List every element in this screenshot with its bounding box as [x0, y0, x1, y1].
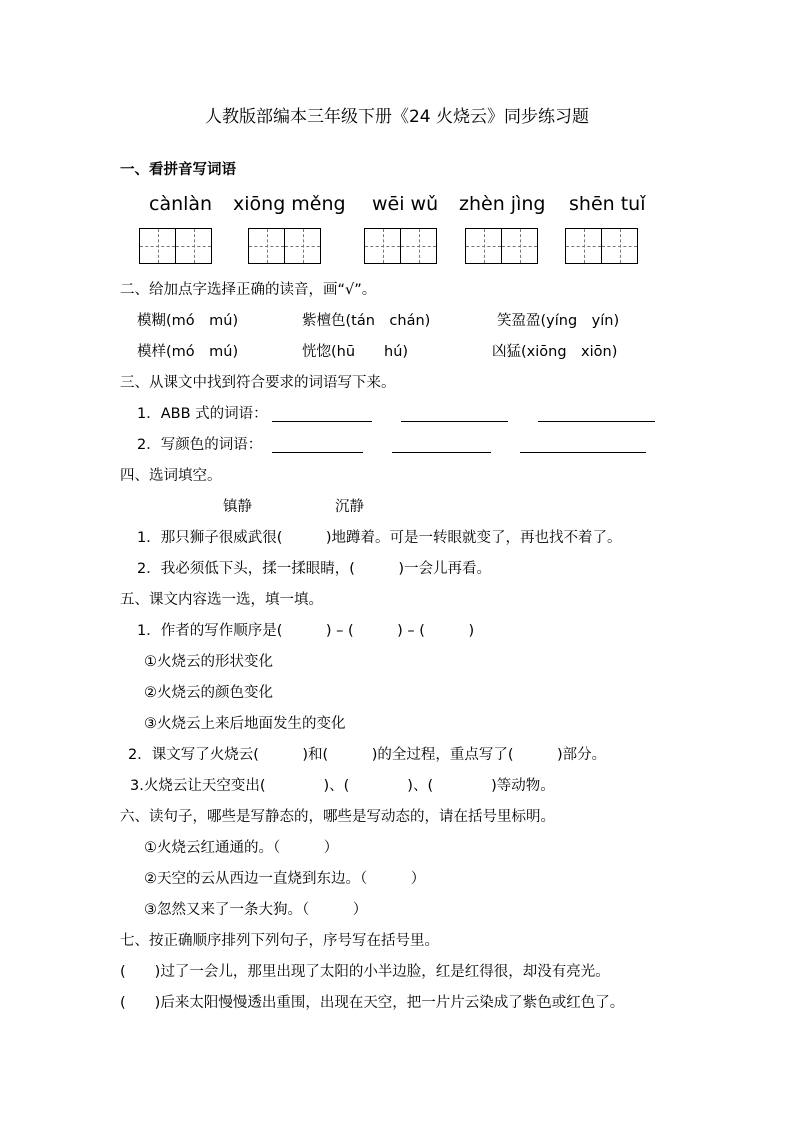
color-answer-blank-3[interactable]: [520, 452, 646, 453]
pinyin-2: xiōng měng: [233, 193, 346, 215]
color-answer-blank-1[interactable]: [272, 452, 363, 453]
color-words-label: 2．写颜色的词语：: [137, 437, 263, 453]
word-choice-2: 沉静: [335, 499, 364, 515]
order-option-2: ②火烧云的颜色变化: [144, 685, 273, 701]
reading-item-5: 恍惚(hū hú): [302, 344, 409, 360]
reading-item-3: 笑盈盈(yíng yín): [497, 313, 620, 329]
writing-grid-2[interactable]: [248, 228, 321, 264]
reading-item-1: 模糊(mó mú): [137, 313, 239, 329]
word-choice-1: 镇静: [223, 499, 252, 515]
abb-words-label: 1．ABB 式的词语：: [137, 406, 268, 422]
reading-item-2: 紫檀色(tán chán): [302, 313, 431, 329]
section-6-heading: 六、读句子，哪些是写静态的，哪些是写动态的，请在括号里标明。: [120, 809, 555, 825]
abb-answer-blank-2[interactable]: [401, 421, 508, 422]
abb-answer-blank-1[interactable]: [272, 421, 372, 422]
writing-grid-5[interactable]: [565, 228, 638, 264]
abb-answer-blank-3[interactable]: [538, 421, 655, 422]
section-1-heading: 一、看拼音写词语: [120, 162, 236, 178]
fill-sentence-2: 2．我必须低下头，揉一揉眼睛，( )一会儿再看。: [137, 561, 492, 577]
pinyin-1: cànlàn: [149, 193, 213, 215]
writing-grid-4[interactable]: [465, 228, 538, 264]
writing-order-question: 1．作者的写作顺序是( ) – ( ) – ( ): [137, 623, 475, 639]
static-dynamic-item-2: ②天空的云从西边一直烧到东边。（ ）: [144, 871, 426, 887]
section-3-heading: 三、从课文中找到符合要求的词语写下来。: [120, 375, 396, 391]
section-7-heading: 七、按正确顺序排列下列句子，序号写在括号里。: [120, 933, 439, 949]
pinyin-5: shēn tuǐ: [569, 193, 646, 215]
order-option-1: ①火烧云的形状变化: [144, 654, 273, 670]
writing-grid-1[interactable]: [139, 228, 212, 264]
process-question: 2．课文写了火烧云( )和( )的全过程，重点写了( )部分。: [128, 747, 607, 763]
reading-item-6: 凶猛(xiōng xiōn): [492, 344, 618, 360]
reading-item-4: 模样(mó mú): [137, 344, 239, 360]
writing-grid-3[interactable]: [364, 228, 437, 264]
animals-question: 3.火烧云让天空变出( )、( )、( )等动物。: [130, 778, 555, 794]
ordering-sentence-2: ( )后来太阳慢慢透出重围，出现在天空，把一片片云染成了紫色或红色了。: [120, 995, 625, 1011]
section-2-heading: 二、给加点字选择正确的读音，画“√”。: [120, 282, 377, 298]
section-5-heading: 五、课文内容选一选，填一填。: [120, 592, 323, 608]
section-4-heading: 四、选词填空。: [120, 468, 222, 484]
static-dynamic-item-1: ①火烧云红通通的。（ ）: [144, 840, 339, 856]
fill-sentence-1: 1．那只狮子很威武很( )地蹲着。可是一转眼就变了，再也找不着了。: [137, 530, 622, 546]
color-answer-blank-2[interactable]: [392, 452, 491, 453]
page-title: 人教版部编本三年级下册《24 火烧云》同步练习题: [204, 107, 590, 127]
static-dynamic-item-3: ③忽然又来了一条大狗。（ ）: [144, 902, 368, 918]
pinyin-4: zhèn jìng: [459, 193, 546, 215]
pinyin-3: wēi wǔ: [372, 193, 439, 215]
ordering-sentence-1: ( )过了一会儿，那里出现了太阳的小半边脸，红是红得很，却没有亮光。: [120, 964, 610, 980]
order-option-3: ③火烧云上来后地面发生的变化: [144, 716, 346, 732]
